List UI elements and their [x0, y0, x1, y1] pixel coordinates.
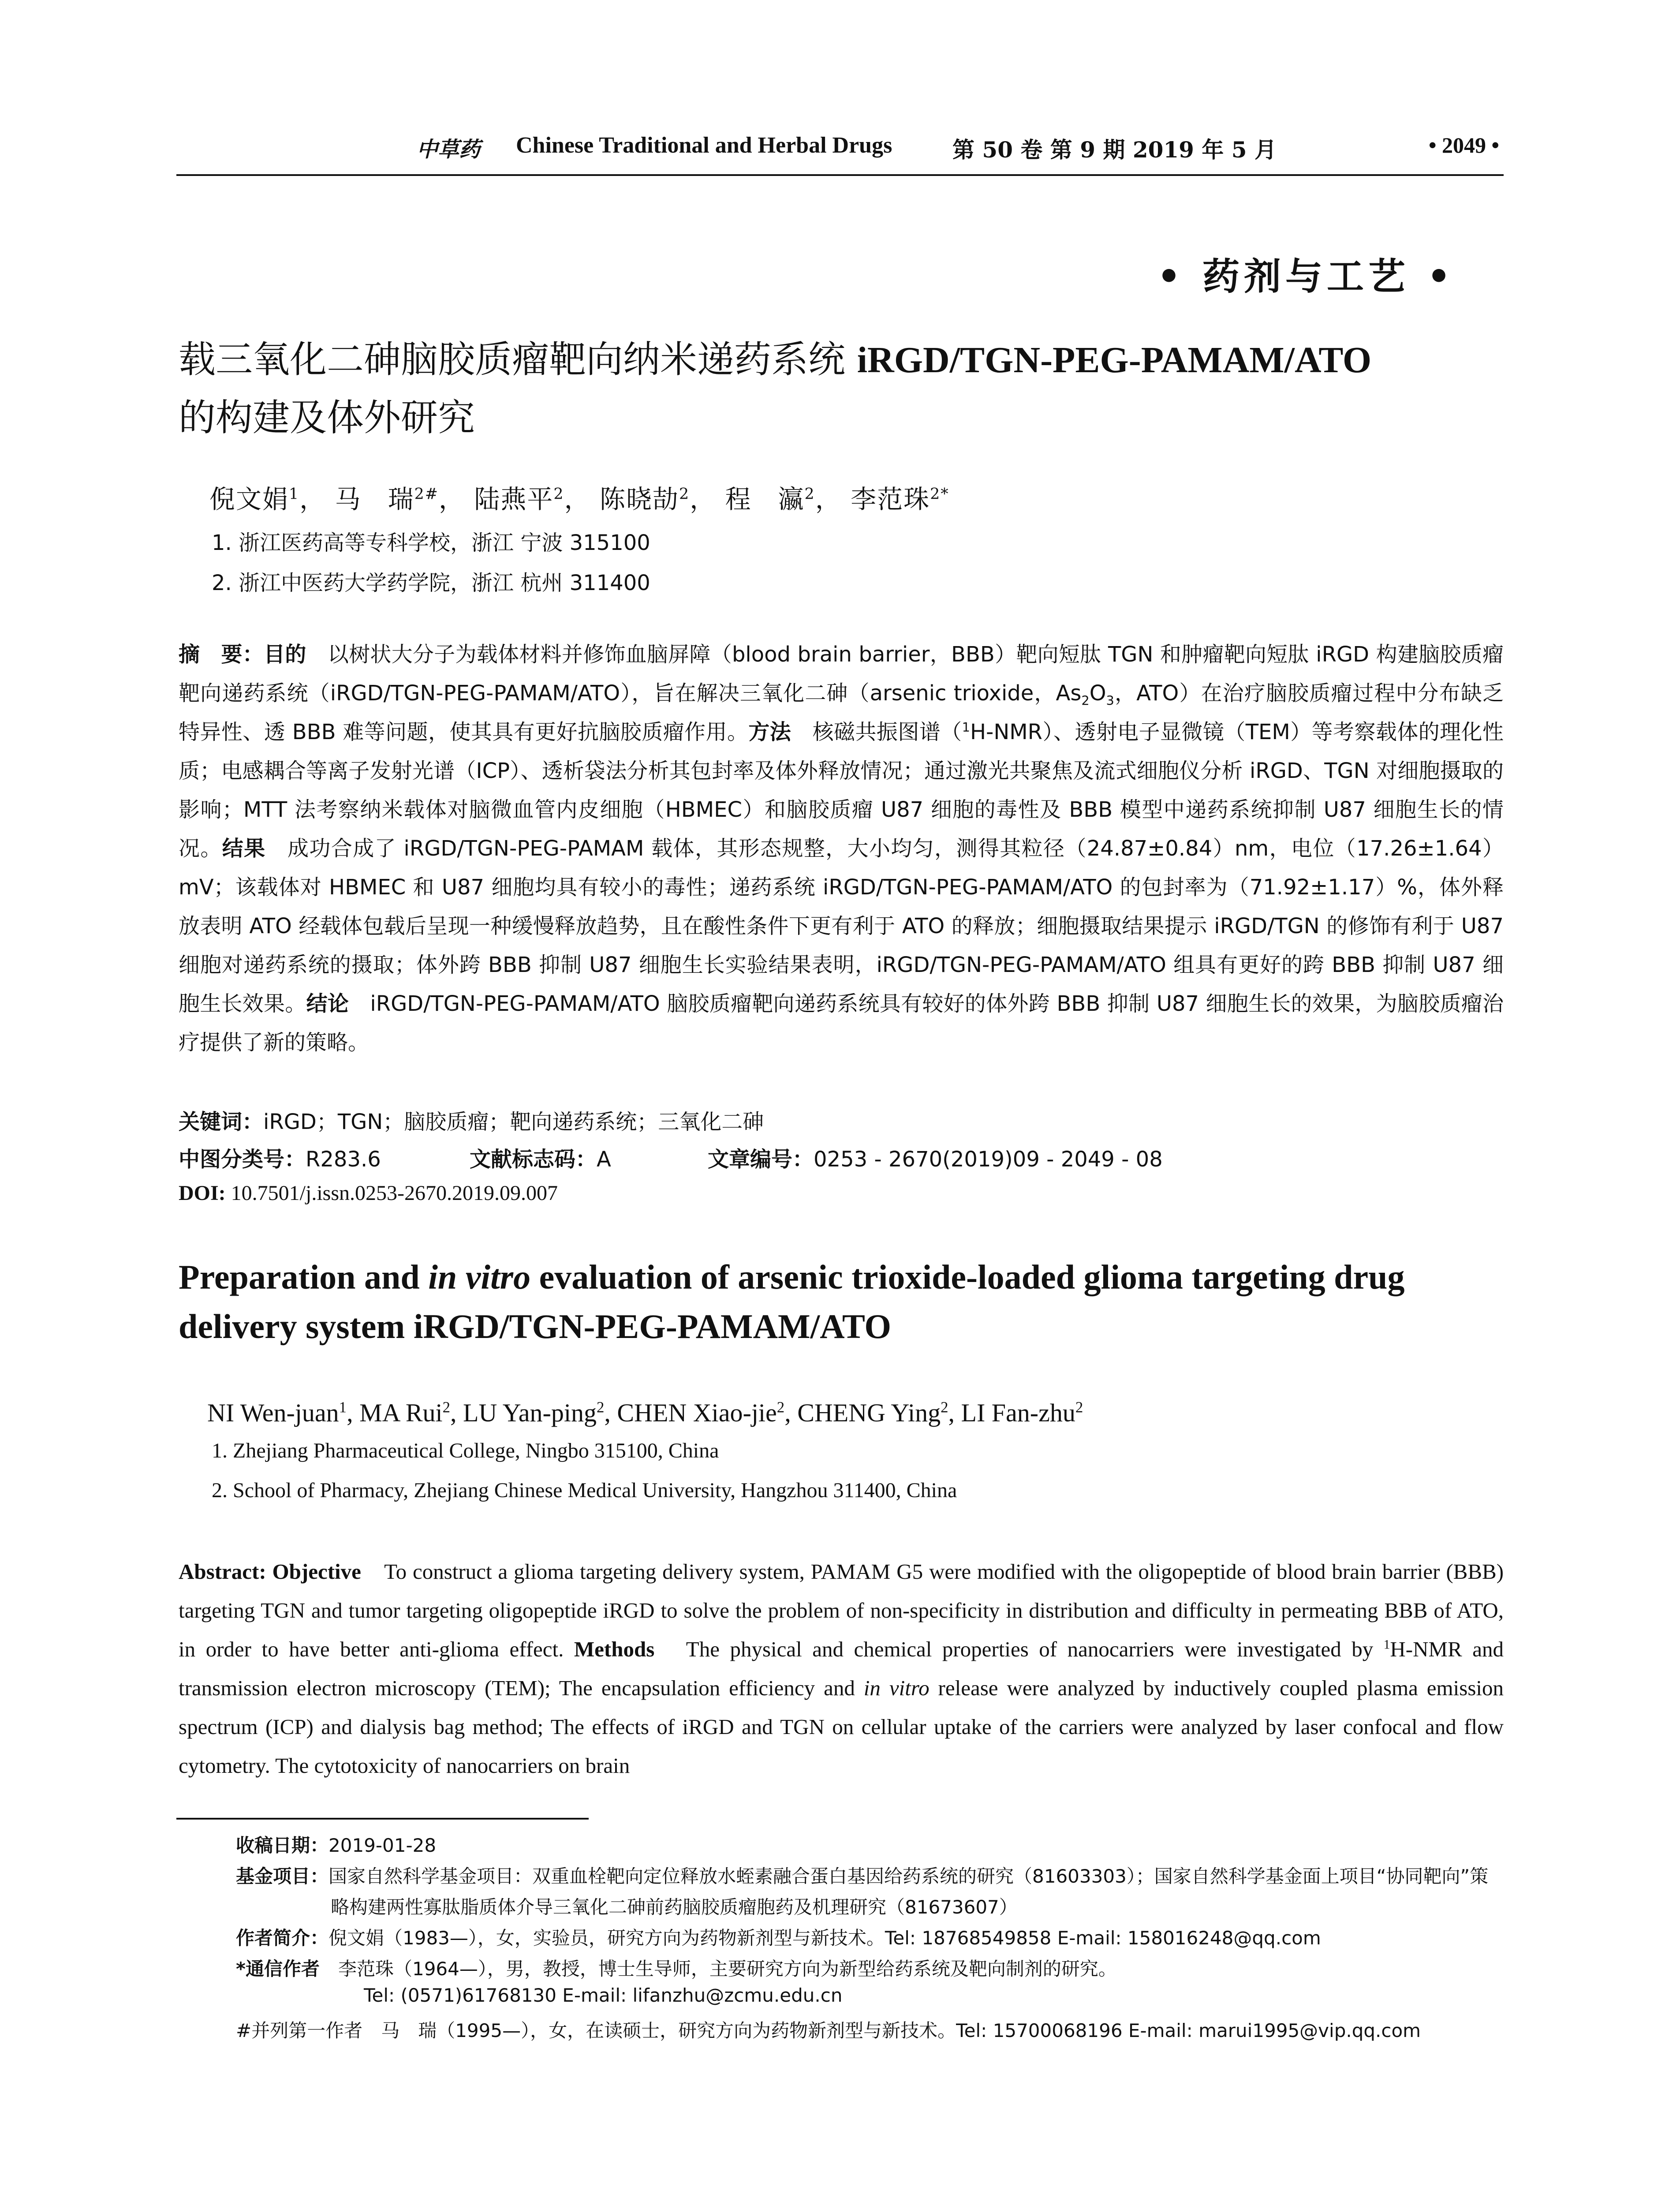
- methods-en-text: The physical and chemical properties of nanocarriers were investigated by: [654, 1637, 1384, 1661]
- methods-en-text: H-NMR and transmission electron microscopy (TEM); The encapsulation efficiency and: [179, 1637, 1504, 1700]
- subscript: 3: [1106, 693, 1114, 708]
- superscript: 1: [962, 720, 970, 735]
- author-affil-sup: 2: [596, 1398, 605, 1416]
- issue-info: 第 50 卷 第 9 期 2019 年 5 月: [952, 137, 1277, 163]
- title-en-italic: in vitro: [428, 1258, 531, 1296]
- section-label: • 药剂与工艺 •: [1157, 254, 1455, 298]
- corresponding-text: 李范珠（1964—），男，教授，博士生导师，主要研究方向为新型给药系统及靶向制剂的研究。: [319, 1958, 1117, 1980]
- author-en: CHENG Ying: [797, 1398, 941, 1427]
- article-value: 0253 - 2670(2019)09 - 2049 - 08: [814, 1147, 1163, 1172]
- conclusion-text: iRGD/TGN-PEG-PAMAM/ATO 脑胶质瘤靶向递药系统具有较好的体外跨 BBB 抑制 U87 细胞生长的效果，为脑胶质瘤治疗提供了新的策略。: [179, 991, 1504, 1055]
- superscript: 1: [1383, 1637, 1390, 1652]
- authors-cn: 倪文娟$^1$， 马 瑞$^{2\#}$， 陆燕平$^2$， 陈晓劼$^2$， 程 瀛$^2$， 李范珠$^{2*}$: [209, 484, 949, 514]
- author-affil-sup: 1: [289, 485, 300, 503]
- page-number: • 2049 •: [1428, 133, 1499, 157]
- methods-label: 方法: [748, 720, 791, 744]
- authors-en: NI Wen-juan$^1$, MA Rui$^2$, LU Yan-ping$^2$, CHEN Xiao-jie$^2$, CHENG Ying$^2$, LI Fan-zhu$^2$: [207, 1398, 1083, 1427]
- footnote-received: [236, 1830, 1506, 1861]
- author-cn: 程 瀛: [725, 484, 805, 514]
- author-affil-sup: 2: [777, 1398, 785, 1416]
- author-cn: 李范珠: [851, 484, 930, 514]
- author-affil-sup: 2: [553, 485, 564, 503]
- author-en: MA Rui: [359, 1398, 443, 1427]
- methods-text: 核磁共振图谱（: [791, 720, 962, 744]
- affiliation-en-1: 1. Zhejiang Pharmaceutical College, Ningbo 315100, China: [212, 1439, 719, 1462]
- footnote-funding: [236, 1861, 1506, 1923]
- header-rule: [176, 174, 1504, 176]
- footnote-corresponding: [236, 1954, 1506, 1984]
- footnote-co-first-author: [236, 2015, 1506, 2046]
- clc-code: [179, 1142, 381, 1173]
- paper-title-cn: [179, 331, 1510, 446]
- author-cn: 陈晓劼: [599, 484, 679, 514]
- conclusion-label: 结论: [306, 991, 349, 1016]
- clc-value: R283.6: [306, 1147, 381, 1172]
- author-cn: 马 瑞: [335, 484, 414, 514]
- doc-value: A: [597, 1147, 611, 1172]
- doi-label: DOI:: [179, 1181, 226, 1205]
- corresponding-label: *通信作者: [236, 1958, 320, 1980]
- objective-text: 以树状大分子为载体材料并修饰血脑屏障（blood brain barrier，BBB）靶向短肽 TGN 和肿瘤靶向短肽 iRGD 构建脑胶质瘤靶向递药系统（iRGD/TGN-PEG-PAMAM/ATO），旨在解决三氧化二砷（arsenic trioxide，As: [179, 642, 1504, 706]
- running-header: [176, 132, 1504, 168]
- author-bio-text: 倪文娟（1983—），女，实验员，研究方向为药物新剂型与新技术。Tel: 18768549858 E-mail: 158016248@qq.com: [329, 1927, 1321, 1949]
- methods-en-text: release were analyzed by inductively coupled plasma emission spectrum (ICP) and dialysis bag method; The effects of iRGD and TGN on cellular uptake of the carriers were analyzed by laser confocal and flow cytometry. The cytotoxicity of nanocarriers on brain: [179, 1676, 1504, 1778]
- abstract-label: 摘 要：: [179, 642, 264, 667]
- methods-text: H-NMR）、透射电子显微镜（TEM）等考察载体的理化性质；电感耦合等离子发射光谱（ICP）、透析袋法分析其包封率及体外释放情况；通过激光共聚焦及流式细胞仪分析 iRGD、TGN 对细胞摄取的影响；MTT 法考察纳米载体对脑微血管内皮细胞（HBMEC）和脑胶质瘤 U87 细胞的毒性及 BBB 模型中递药系统抑制 U87 细胞生长的情况。: [179, 720, 1504, 861]
- journal-name-cn: 中草药: [417, 137, 481, 162]
- author-en: LI Fan-zhu: [961, 1398, 1075, 1427]
- article-number: [708, 1142, 1163, 1173]
- author-affil-sup: 2: [804, 485, 815, 503]
- doc-label: 文献标志码：: [470, 1147, 597, 1172]
- author-affil-sup: 2: [442, 1398, 451, 1416]
- keywords-cn: [179, 1105, 764, 1135]
- author-affil-sup: 2#: [414, 485, 439, 503]
- keywords-label: 关键词：: [179, 1110, 264, 1134]
- fund-label: 基金项目：: [236, 1865, 329, 1887]
- methods-en-label: Methods: [574, 1637, 655, 1661]
- author-en: NI Wen-juan: [207, 1398, 339, 1427]
- author-en: LU Yan-ping: [463, 1398, 597, 1427]
- author-en: CHEN Xiao-jie: [617, 1398, 777, 1427]
- document-code: [470, 1142, 611, 1173]
- doi-value: 10.7501/j.issn.0253-2670.2019.09.007: [225, 1181, 558, 1205]
- results-text: 成功合成了 iRGD/TGN-PEG-PAMAM 载体，其形态规整，大小均匀，测得其粒径（24.87±0.84）nm，电位（17.26±1.64）mV；该载体对 HBMEC 和 U87 细胞均具有较小的毒性；递药系统 iRGD/TGN-PEG-PAMAM/ATO 的包封率为（71.92±1.17）%，体外释放表明 ATO 经载体包载后呈现一种缓慢释放趋势，且在酸性条件下更有利于 ATO 的释放；细胞摄取结果提示 iRGD/TGN 的修饰有利于 U87 细胞对递药系统的摄取；体外跨 BBB 抑制 U87 细胞生长实验结果表明，iRGD/TGN-PEG-PAMAM/ATO 组具有更好的跨 BBB 抑制 U87 细胞生长效果。: [179, 836, 1504, 1016]
- methods-en-italic: in vitro: [863, 1676, 930, 1700]
- title-en-part: evaluation of arsenic trioxide-loaded glioma targeting drug delivery system iRGD/TGN-PEG-PAMAM/ATO: [179, 1258, 1405, 1345]
- abstract-cn: [179, 635, 1504, 1062]
- subscript: 2: [1081, 693, 1090, 708]
- author-cn: 倪文娟: [209, 484, 289, 514]
- objective-label: 目的: [264, 642, 306, 667]
- title-cn-part1: 载三氧化二砷脑胶质瘤靶向纳米递药系统: [179, 338, 857, 381]
- author-bio-label: 作者简介：: [236, 1927, 329, 1949]
- footnote-author-bio: [236, 1923, 1506, 1954]
- abstract-en: [179, 1552, 1504, 1785]
- author-cn: 陆燕平: [474, 484, 554, 514]
- abstract-en-label: Abstract: Objective: [179, 1559, 361, 1584]
- co-first-label: #并列第一作者: [236, 2020, 363, 2041]
- journal-name-en: Chinese Traditional and Herbal Drugs: [516, 133, 892, 158]
- formula-part: O: [1089, 681, 1106, 706]
- title-en-part: Preparation and: [179, 1258, 429, 1296]
- objective-en-text: To construct a glioma targeting delivery system, PAMAM G5 were modified with the oligopeptide of blood brain barrier (BBB) targeting TGN and tumor targeting oligopeptide iRGD to solve the problem of non-specificity in distribution and difficulty in permeating BBB of ATO, in order to have better anti-glioma effect.: [179, 1559, 1504, 1661]
- author-affil-sup: 2*: [930, 485, 949, 503]
- affiliation-cn-2: 2. 浙江中医药大学药学院，浙江 杭州 311400: [212, 571, 650, 595]
- affiliation-cn-1: 1. 浙江医药高等专科学校，浙江 宁波 315100: [212, 531, 650, 555]
- author-affil-sup: 2: [1075, 1398, 1083, 1416]
- author-affil-sup: 1: [339, 1398, 347, 1416]
- co-first-text: 马 瑞（1995—），女，在读硕士，研究方向为药物新剂型与新技术。Tel: 15700068196 E-mail: marui1995@vip.qq.com: [362, 2020, 1421, 2041]
- received-label: 收稿日期：: [236, 1835, 329, 1856]
- fund-text: 国家自然科学基金项目：双重血栓靶向定位释放水蛭素融合蛋白基因给药系统的研究（81603303）；国家自然科学基金面上项目“协同靶向”策略构建两性寡肽脂质体介导三氧化二砷前药脑胶质瘤胞药及机理研究（81673607）: [329, 1865, 1489, 1918]
- doi: [179, 1181, 558, 1205]
- article-label: 文章编号：: [708, 1147, 814, 1172]
- affiliation-en-2: 2. School of Pharmacy, Zhejiang Chinese Medical University, Hangzhou 311400, China: [212, 1479, 957, 1502]
- author-affil-sup: 2: [679, 485, 690, 503]
- footnote-rule: [176, 1818, 589, 1820]
- paper-title-en: [179, 1252, 1510, 1351]
- title-cn-latin: iRGD/TGN-PEG-PAMAM/ATO: [857, 340, 1372, 381]
- received-date: 2019-01-28: [329, 1835, 437, 1856]
- keywords-value: iRGD；TGN；脑胶质瘤；靶向递药系统；三氧化二砷: [263, 1110, 764, 1134]
- results-label: 结果: [222, 836, 266, 861]
- clc-label: 中图分类号：: [179, 1147, 306, 1172]
- corresponding-contact: Tel: (0571)61768130 E-mail: lifanzhu@zcmu.edu.cn: [364, 1984, 843, 2006]
- author-affil-sup: 2: [941, 1398, 948, 1416]
- classification-row: [179, 1142, 1504, 1173]
- objective-text-end: ，ATO）在治疗脑胶质瘤过程中分布缺乏特异性、透 BBB 难等问题，使其具有更好抗脑胶质瘤作用。: [179, 681, 1504, 744]
- title-cn-part2: 的构建及体外研究: [179, 396, 475, 439]
